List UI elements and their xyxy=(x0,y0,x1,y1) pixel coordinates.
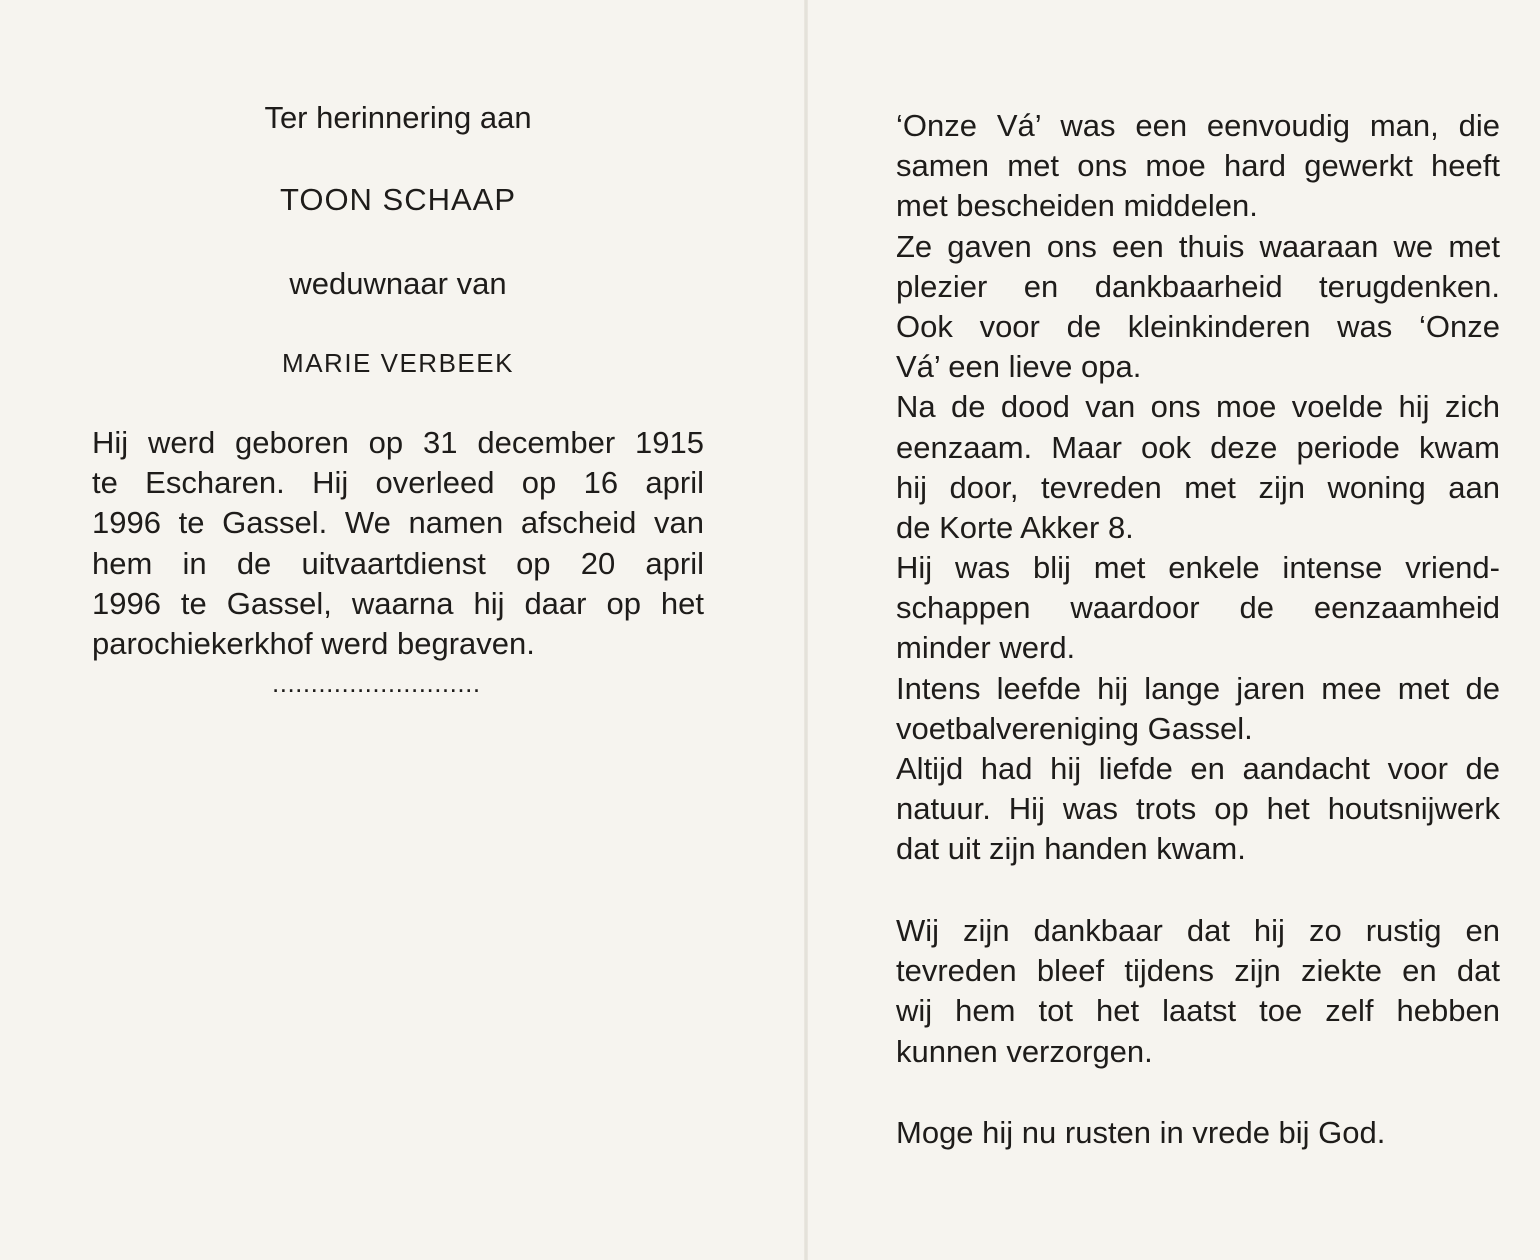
tribute-line: natuur. Hij was trots op het houtsnijwerk xyxy=(896,791,1500,827)
tribute-line: Intens leefde hij lange jaren mee met de xyxy=(896,670,1500,706)
tribute-line: Ook voor de kleinkinderen was ‘Onze xyxy=(896,308,1500,344)
relation-text: weduwnaar van xyxy=(289,266,507,301)
tribute-line: plezier en dankbaarheid terugdenken. xyxy=(896,268,1500,304)
tribute-paragraph xyxy=(896,106,1500,870)
bio-line: 1996 te Gassel. We namen afscheid van xyxy=(92,505,704,541)
biography xyxy=(92,423,704,664)
tribute-line: eenzaam. Maar ook deze periode kwam xyxy=(896,429,1500,465)
bio-line: te Escharen. Hij overleed op 16 april xyxy=(92,465,704,501)
gratitude-paragraph xyxy=(896,911,1500,1072)
card-fold xyxy=(804,0,808,1260)
gratitude-line: wij hem tot het laatst toe zelf hebben xyxy=(896,993,1500,1029)
tribute-line: Hij was blij met enkele intense vriend- xyxy=(896,550,1500,586)
dotted-separator: ........................... xyxy=(272,668,481,698)
tribute-line: voetbalvereniging Gassel. xyxy=(896,710,1253,746)
tribute-line: minder werd. xyxy=(896,630,1076,666)
bio-line: Hij werd geboren op 31 december 1915 xyxy=(92,425,704,460)
tribute-line: dat uit zijn handen kwam. xyxy=(896,831,1246,867)
tribute-line: Na de dood van ons moe voelde hij zich xyxy=(896,389,1500,425)
gratitude-line: kunnen verzorgen. xyxy=(896,1033,1153,1069)
tribute-line: Ze gaven ons een thuis waaraan we met xyxy=(896,228,1500,264)
tribute-line: met bescheiden middelen. xyxy=(896,188,1258,224)
deceased-name: TOON SCHAAP xyxy=(279,182,517,217)
tribute-line: de Korte Akker 8. xyxy=(896,509,1134,545)
gratitude-line: Wij zijn dankbaar dat hij zo rustig en xyxy=(896,913,1500,948)
closing-line: Moge hij nu rusten in vrede bij God. xyxy=(896,1115,1386,1150)
tribute-line: Altijd had hij liefde en aandacht voor de xyxy=(896,751,1500,786)
intro-text: Ter herinnering aan xyxy=(264,100,532,135)
tribute-line: samen met ons moe hard gewerkt heeft xyxy=(896,148,1500,184)
bio-line: hem in de uitvaartdienst op 20 april xyxy=(92,545,704,581)
tribute-line: hij door, tevreden met zijn woning aan xyxy=(896,469,1500,505)
tribute-line: schappen waardoor de eenzaamheid xyxy=(896,590,1500,626)
gratitude-line: tevreden bleef tijdens zijn ziekte en dat xyxy=(896,953,1500,989)
closing-prayer xyxy=(896,1113,1500,1153)
bio-line: 1996 te Gassel, waarna hij daar op het xyxy=(92,585,704,621)
tribute-line: ‘Onze Vá’ was een eenvoudig man, die xyxy=(896,108,1500,143)
tribute-line: Vá’ een lieve opa. xyxy=(896,349,1142,385)
bio-line: parochiekerkhof werd begraven. xyxy=(92,625,535,661)
spouse-name: MARIE VERBEEK xyxy=(282,348,514,378)
